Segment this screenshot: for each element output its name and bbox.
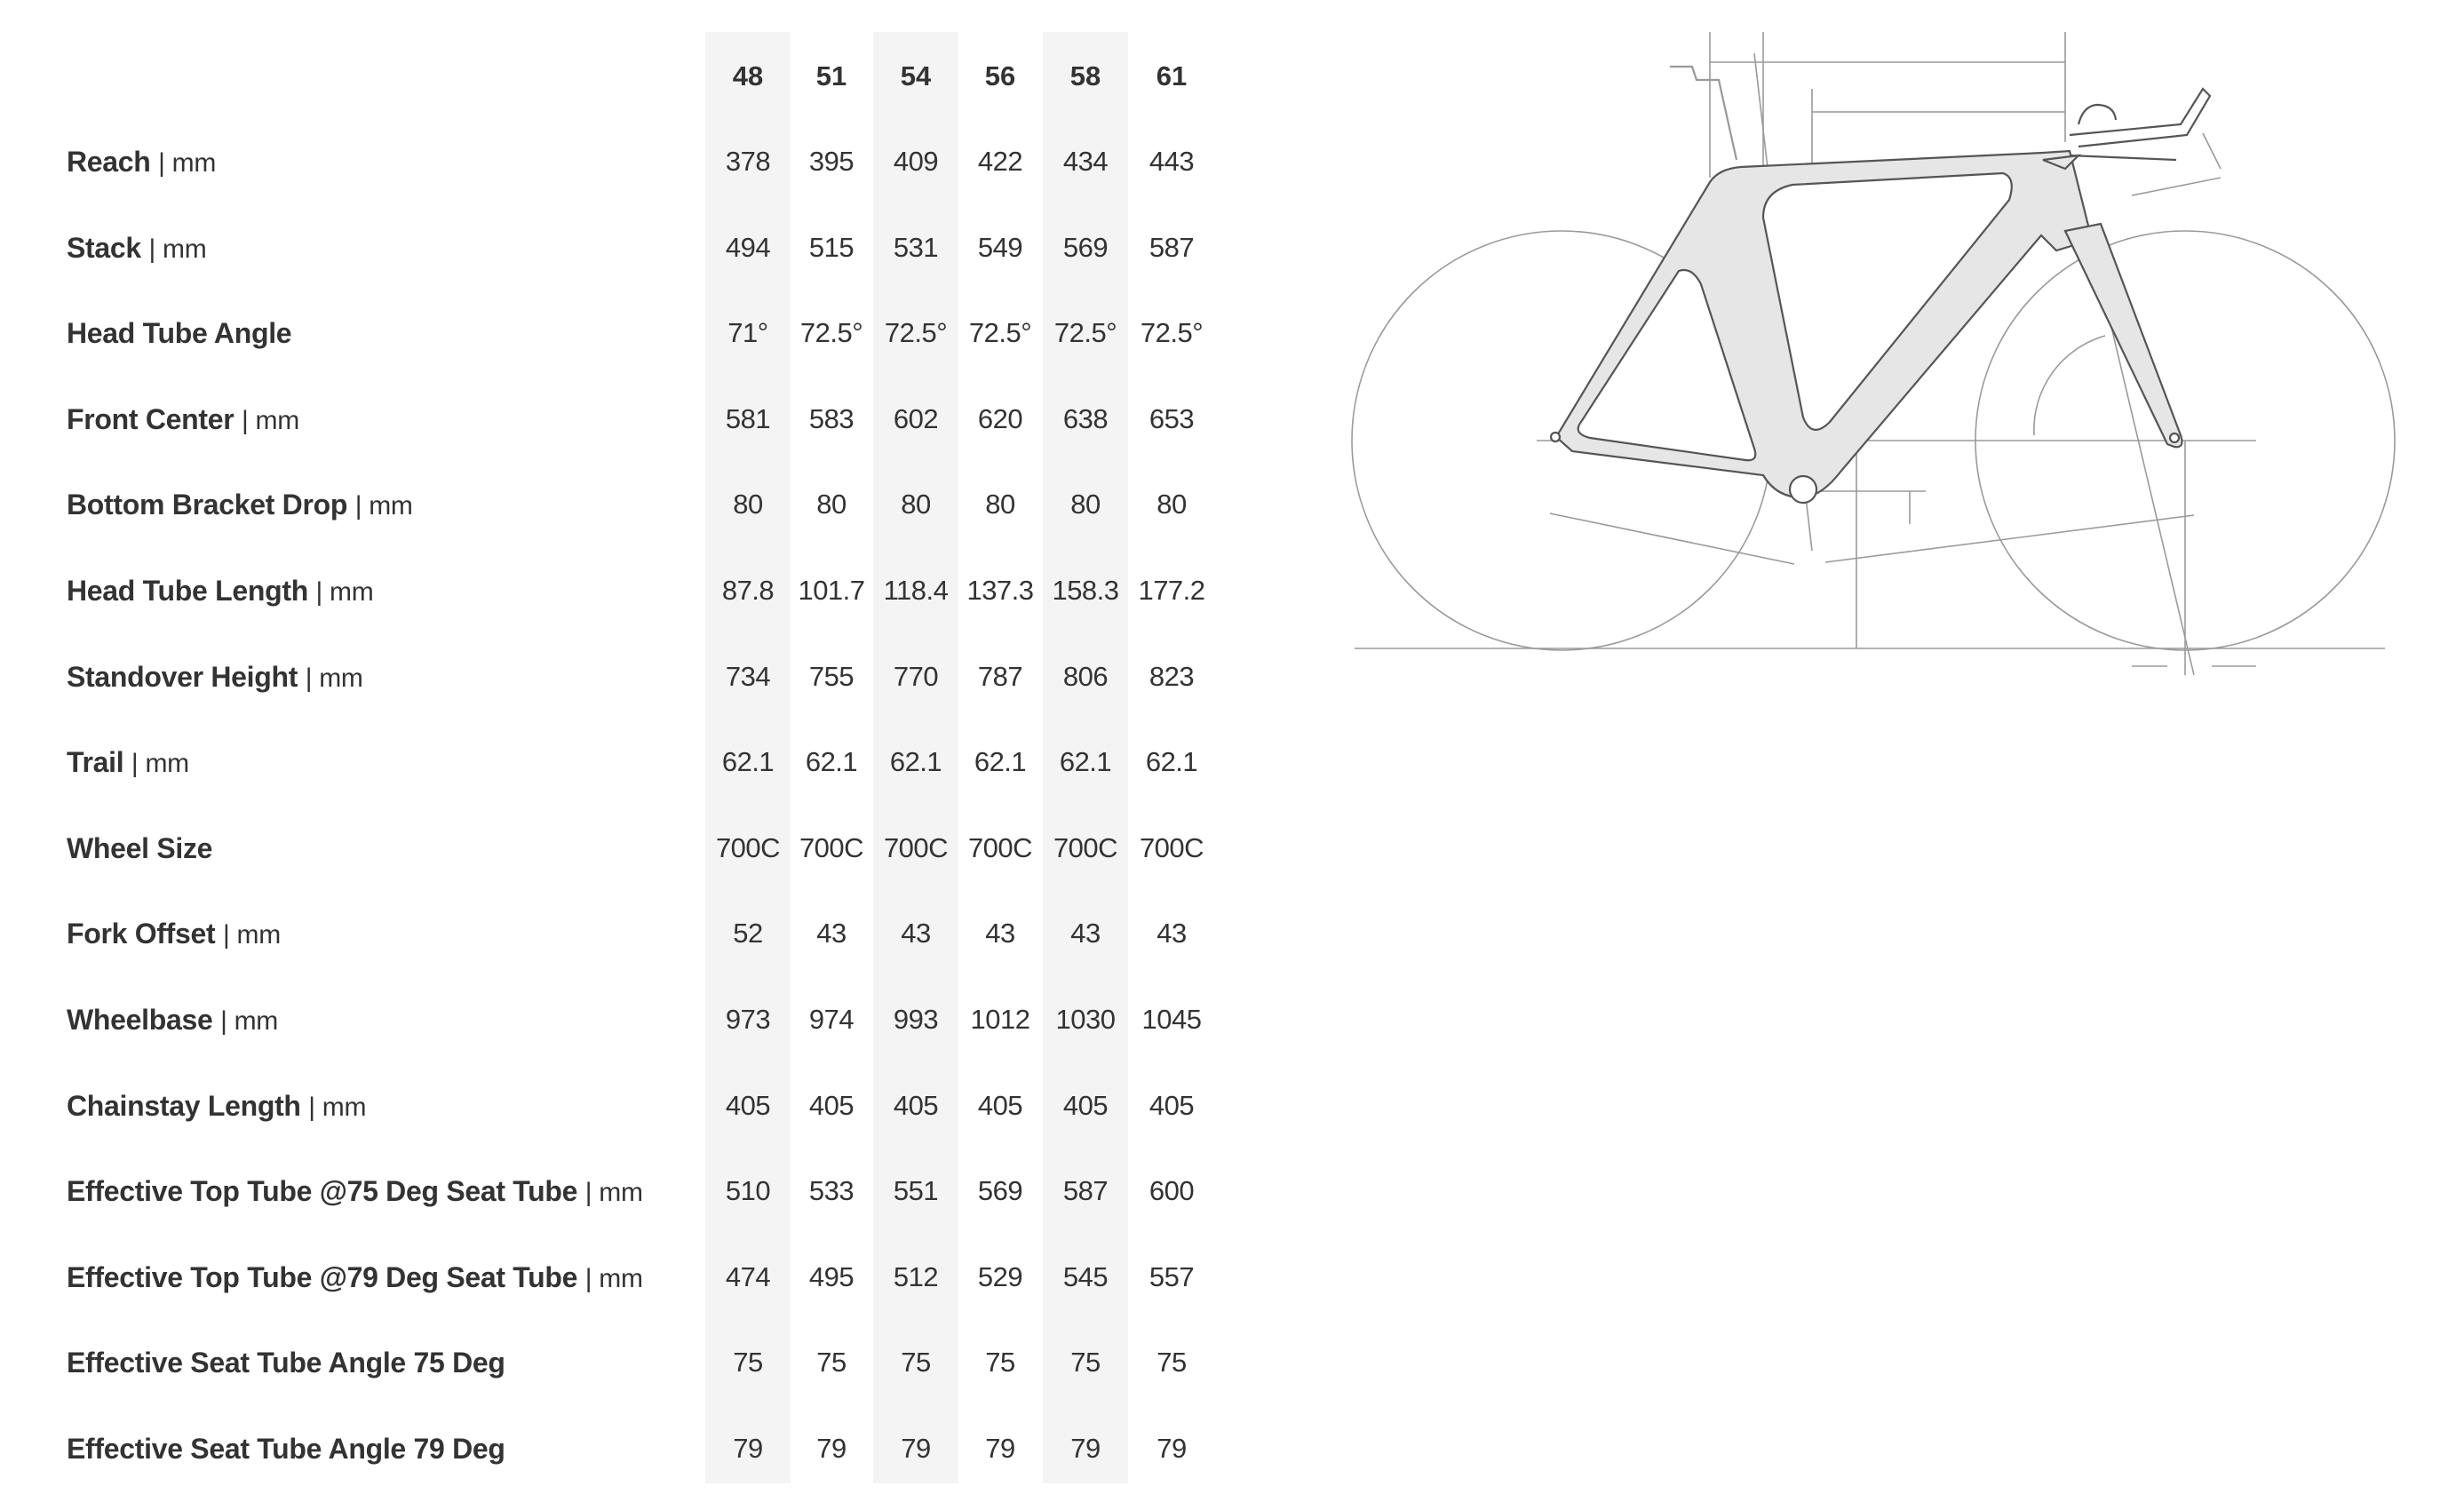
table-cell: 80 (901, 489, 931, 520)
table-cell: 1045 (1141, 1004, 1202, 1035)
table-cell: 72.5° (884, 317, 948, 348)
table-cell: 62.1 (721, 746, 775, 777)
table-cell: 75 (733, 1347, 763, 1378)
table-cell: 80 (1156, 489, 1187, 520)
row-label (67, 1345, 505, 1380)
table-cell: 1030 (1055, 1004, 1116, 1035)
row-label-unit: | mm (584, 1178, 643, 1207)
table-cell: 80 (816, 489, 847, 520)
row-label-unit: | mm (584, 1264, 643, 1293)
table-cell: 653 (1149, 403, 1195, 434)
table-cell: 549 (977, 232, 1023, 263)
row-label-name: Chainstay Length (67, 1090, 301, 1122)
row-label-unit: | mm (131, 749, 189, 778)
table-cell: 494 (725, 232, 771, 263)
table-cell: 600 (1149, 1175, 1195, 1206)
row-label-unit: | mm (242, 406, 299, 435)
size-header: 58 (1069, 60, 1101, 91)
row-label (67, 487, 413, 522)
row-label-unit: | mm (158, 148, 217, 178)
table-cell: 569 (977, 1175, 1023, 1206)
table-cell: 62.1 (1145, 746, 1198, 777)
table-cell: 118.4 (883, 575, 949, 606)
table-cell: 755 (808, 661, 854, 692)
table-cell: 422 (977, 146, 1023, 177)
table-cell: 405 (893, 1090, 939, 1121)
row-label-unit: | mm (315, 577, 374, 607)
table-cell: 974 (808, 1004, 854, 1035)
size-header: 51 (815, 60, 847, 91)
row-label-name: Head Tube Angle (67, 317, 292, 349)
table-cell: 700C (967, 832, 1033, 863)
table-cell: 405 (725, 1090, 771, 1121)
table-cell: 587 (1062, 1175, 1109, 1206)
row-label-name: Wheel Size (67, 832, 213, 864)
row-label (67, 230, 206, 266)
table-cell: 515 (808, 232, 854, 263)
table-cell: 72.5° (799, 317, 863, 348)
table-cell: 434 (1062, 146, 1109, 177)
table-cell: 581 (725, 403, 771, 434)
table-cell: 80 (1070, 489, 1101, 520)
table-cell: 72.5° (1053, 317, 1117, 348)
table-cell: 75 (816, 1347, 847, 1378)
size-header: 54 (900, 60, 932, 91)
row-label (67, 1431, 505, 1466)
table-cell: 79 (901, 1433, 931, 1464)
row-label-name: Effective Seat Tube Angle 75 Deg (67, 1347, 505, 1379)
row-label (67, 1173, 643, 1209)
row-label-unit: | mm (148, 234, 207, 264)
table-cell: 80 (985, 489, 1015, 520)
table-cell: 602 (893, 403, 939, 434)
table-cell: 378 (725, 146, 771, 177)
row-label (67, 1088, 366, 1124)
row-label (67, 659, 363, 695)
row-label-name: Front Center (67, 403, 234, 435)
table-cell: 806 (1062, 661, 1109, 692)
table-cell: 395 (808, 146, 854, 177)
table-cell: 52 (733, 918, 763, 949)
table-cell: 529 (977, 1261, 1023, 1292)
table-cell: 700C (1139, 832, 1204, 863)
row-label (67, 744, 189, 780)
table-cell: 770 (893, 661, 939, 692)
table-cell: 700C (883, 832, 949, 863)
table-cell: 700C (799, 832, 864, 863)
table-cell: 545 (1062, 1261, 1109, 1292)
size-header: 61 (1156, 60, 1188, 91)
row-label-name: Bottom Bracket Drop (67, 489, 348, 521)
row-label (67, 1002, 278, 1037)
table-cell: 973 (725, 1004, 771, 1035)
table-cell: 700C (1053, 832, 1118, 863)
table-cell: 80 (733, 489, 763, 520)
row-label-name: Fork Offset (67, 918, 216, 950)
table-cell: 177.2 (1138, 575, 1205, 606)
table-cell: 43 (1070, 918, 1101, 949)
table-cell: 531 (893, 232, 939, 263)
table-cell: 405 (1149, 1090, 1195, 1121)
table-cell: 512 (893, 1261, 939, 1292)
table-cell: 79 (816, 1433, 847, 1464)
table-cell: 638 (1062, 403, 1109, 434)
table-cell: 72.5° (1140, 317, 1204, 348)
table-cell: 62.1 (805, 746, 858, 777)
row-label-unit: | mm (220, 1006, 278, 1036)
table-cell: 405 (977, 1090, 1023, 1121)
table-cell: 75 (985, 1347, 1015, 1378)
table-cell: 620 (977, 403, 1023, 434)
table-cell: 474 (725, 1261, 771, 1292)
table-cell: 1012 (970, 1004, 1030, 1035)
table-cell: 734 (725, 661, 771, 692)
table-cell: 158.3 (1052, 575, 1119, 606)
row-label-name: Head Tube Length (67, 575, 308, 607)
table-cell: 75 (901, 1347, 931, 1378)
table-cell: 79 (985, 1433, 1015, 1464)
table-cell: 587 (1149, 232, 1195, 263)
row-label-name: Standover Height (67, 661, 298, 693)
table-cell: 43 (1156, 918, 1187, 949)
table-cell: 583 (808, 403, 854, 434)
table-cell: 62.1 (889, 746, 942, 777)
table-cell: 75 (1156, 1347, 1187, 1378)
table-cell: 101.7 (798, 575, 865, 606)
row-label (67, 1260, 643, 1295)
table-cell: 443 (1149, 146, 1195, 177)
row-label-unit: | mm (308, 1093, 367, 1122)
row-label (67, 830, 212, 866)
table-cell: 557 (1149, 1261, 1195, 1292)
table-cell: 533 (808, 1175, 854, 1206)
table-cell: 993 (893, 1004, 939, 1035)
row-label (67, 916, 281, 951)
table-cell: 72.5° (968, 317, 1032, 348)
table-cell: 87.8 (721, 575, 775, 606)
table-cell: 787 (977, 661, 1023, 692)
table-cell: 75 (1070, 1347, 1101, 1378)
table-cell: 569 (1062, 232, 1109, 263)
row-label (67, 401, 299, 437)
row-label-unit: | mm (222, 920, 281, 950)
row-label (67, 573, 373, 608)
table-cell: 43 (985, 918, 1015, 949)
row-label-name: Effective Seat Tube Angle 79 Deg (67, 1433, 505, 1465)
table-cell: 510 (725, 1175, 771, 1206)
row-label (67, 144, 216, 179)
table-cell: 71° (727, 317, 768, 348)
table-cell: 62.1 (974, 746, 1027, 777)
row-label-unit: | mm (354, 491, 413, 521)
size-header: 48 (732, 60, 764, 91)
table-cell: 405 (808, 1090, 854, 1121)
table-cell: 62.1 (1059, 746, 1112, 777)
table-cell: 495 (808, 1261, 854, 1292)
table-cell: 79 (1070, 1433, 1101, 1464)
table-cell: 43 (816, 918, 847, 949)
table-cell: 700C (715, 832, 781, 863)
size-header: 56 (984, 60, 1016, 91)
table-cell: 79 (1156, 1433, 1187, 1464)
table-cell: 79 (733, 1433, 763, 1464)
table-cell: 405 (1062, 1090, 1109, 1121)
row-label-unit: | mm (305, 664, 363, 693)
row-label-name: Wheelbase (67, 1004, 213, 1036)
row-label-name: Trail (67, 746, 124, 778)
table-cell: 823 (1149, 661, 1195, 692)
table-cell: 137.3 (966, 575, 1034, 606)
table-cell: 409 (893, 146, 939, 177)
row-label (67, 315, 291, 351)
row-label-name: Stack (67, 232, 141, 264)
row-label-name: Effective Top Tube @75 Deg Seat Tube (67, 1175, 578, 1207)
row-label-name: Reach (67, 146, 151, 178)
bike-geometry-diagram-icon (1339, 25, 2396, 700)
table-cell: 551 (893, 1175, 939, 1206)
row-label-name: Effective Top Tube @79 Deg Seat Tube (67, 1261, 578, 1293)
table-cell: 43 (901, 918, 931, 949)
